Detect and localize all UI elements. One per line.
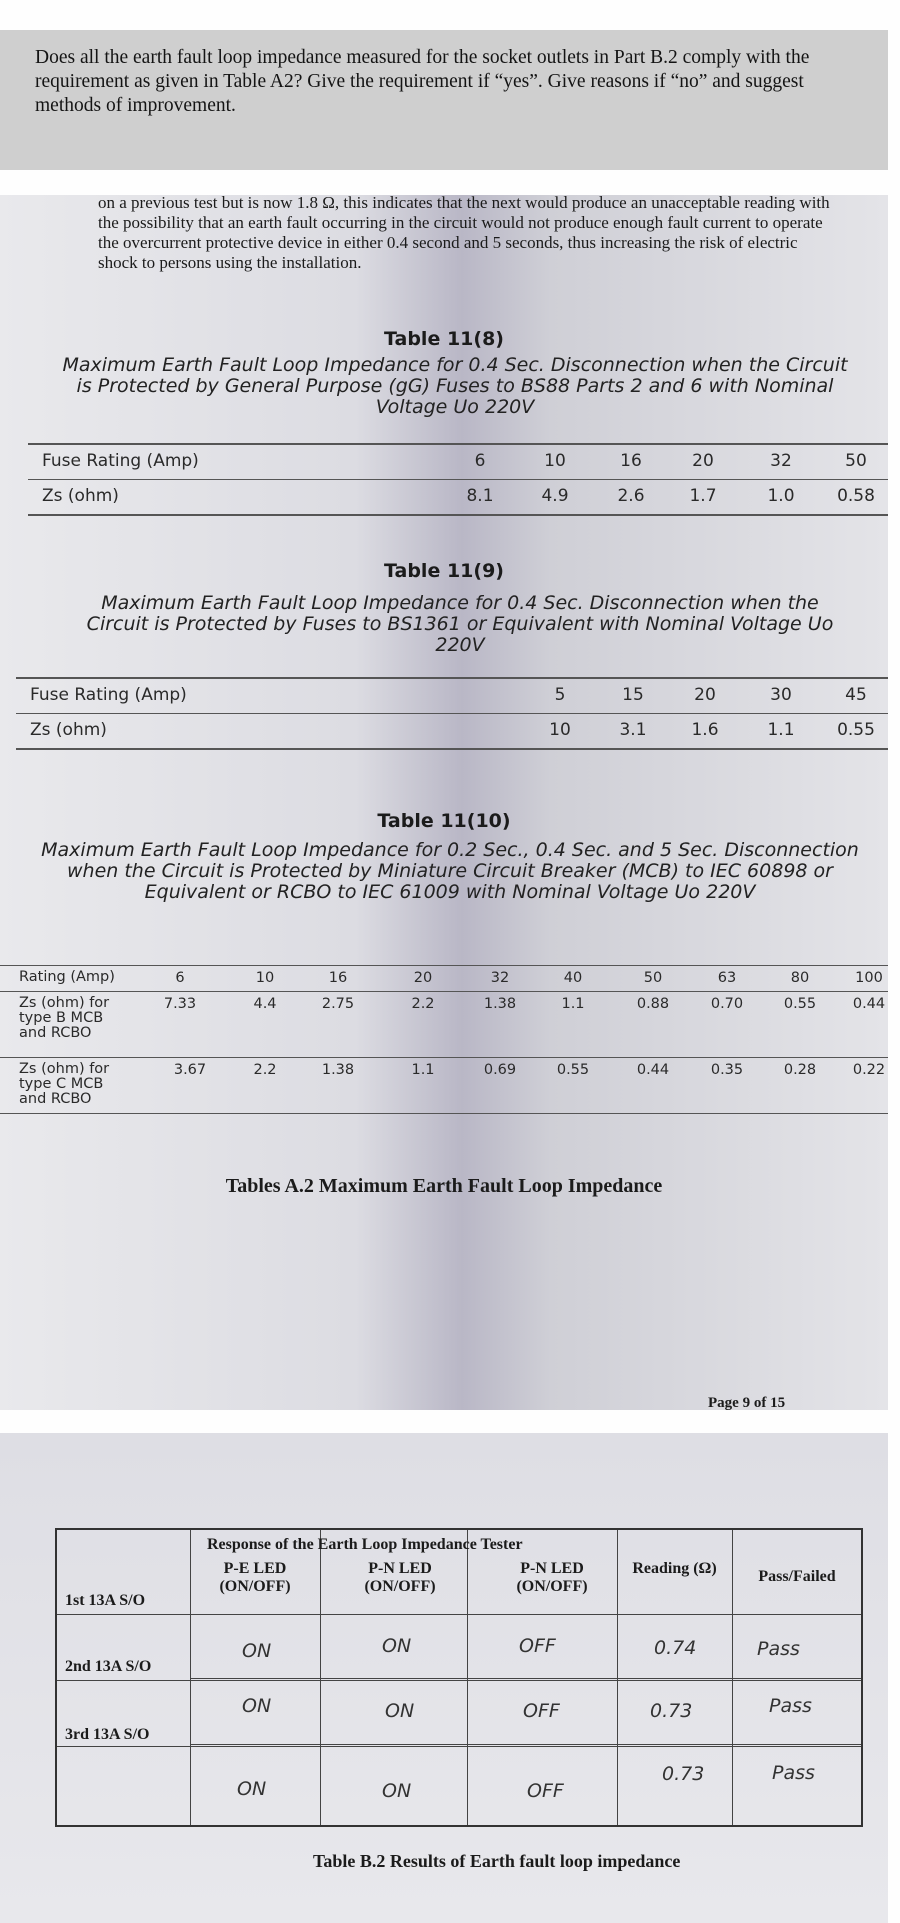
r1-reading: 0.74 [654,1637,697,1659]
r1-pn1: ON [382,1635,412,1657]
table-8-rating: 10 [544,451,566,471]
table-10-rating: 6 [175,970,185,986]
table-10-zs-b: 0.88 [636,996,670,1012]
table-9-row2-label: Zs (ohm) [30,720,107,740]
table-10-rating: 100 [855,970,883,986]
table-9-rating: 20 [694,685,716,705]
r1-pe: ON [242,1640,272,1662]
table-9-rating: 15 [622,685,644,705]
table-10-zs-b: 4.4 [253,996,277,1012]
table-8-zs: 2.6 [617,486,645,506]
table-9-caption: Maximum Earth Fault Loop Impedance for 0.4 Sec. Disconnection when the Circuit is Protected by Fuses to BS1361 or Equivalent with Nominal Voltage Uo 220V [86,592,834,656]
table-8-zs: 0.58 [837,486,875,506]
r3-pe: ON [237,1778,267,1800]
table-10-zs-b: 2.75 [321,996,355,1012]
r1-pn2: OFF [519,1635,556,1657]
table-8-title: Table 11(8) [384,328,504,350]
table-8-caption: Maximum Earth Fault Loop Impedance for 0.4 Sec. Disconnection when the Circuit is Protected by General Purpose (gG) Fuses to BS88 Parts 2 and 6 with Nominal Voltage Uo 220V [62,354,848,418]
table-10-zs-b: 0.70 [710,996,744,1012]
table-8-rating: 50 [845,451,867,471]
intro-paragraph: on a previous test but is now 1.8 Ω, this indicates that the next would produce an unacceptable reading with the possibility that an earth fault occurring in the circuit would not produce enough fault current to operate the overcurrent protective device in either 0.4 second and 5 seconds, thus increasing the risk of electric shock to persons using the installation. [98,193,830,272]
table-10-zs-c: 0.44 [636,1062,670,1078]
table-10-rating: 20 [413,970,433,986]
question-text: Does all the earth fault loop impedance measured for the socket outlets in Part B.2 comply with the requirement as given in Table A2? Give the requirement if “yes”. Give reasons if “no” and suggest methods of improvement. [35,47,810,116]
table-b2-caption: Table B.2 Results of Earth fault loop impedance [313,1851,681,1871]
table-9-rating: 45 [845,685,867,705]
table-10-caption: Maximum Earth Fault Loop Impedance for 0.2 Sec., 0.4 Sec. and 5 Sec. Disconnection when the Circuit is Protected by Miniature Circuit Breaker (MCB) to IEC 60898 or Equivalent or RCBO to IEC 61009 with Nominal Voltage Uo 220V [41,839,859,903]
results-group-header: Response of the Earth Loop Impedance Tester [207,1536,523,1553]
table-10-zs-b: 1.1 [561,996,585,1012]
r3-pn2: OFF [527,1780,564,1802]
table-10-rating: 10 [255,970,275,986]
r3-result: Pass [772,1762,815,1784]
results-table [55,1528,863,1827]
table-10-row2-label: Zs (ohm) for type B MCB and RCBO [19,995,110,1041]
table-10-zs-b: 0.44 [852,996,886,1012]
table-10 [0,965,888,1114]
table-9-zs: 1.1 [767,720,795,740]
page-label: Page 9 of 15 [708,1395,786,1411]
table-10-rating: 63 [717,970,737,986]
col-pn1-header: P-N LED (ON/OFF) [364,1560,436,1595]
r3-pn1: ON [382,1780,412,1802]
table-9-zs: 1.6 [691,720,719,740]
r2-pe: ON [242,1695,272,1717]
table-9-zs: 10 [549,720,571,740]
table-9-zs-row [16,713,888,748]
table-8 [28,443,888,516]
table-10-zs-c: 1.1 [411,1062,435,1078]
table-9-row1-label: Fuse Rating (Amp) [30,685,187,705]
table-9-rating-row [16,679,888,713]
table-10-zs-b: 7.33 [163,996,197,1012]
r3-reading: 0.73 [662,1763,705,1785]
row-label-1: 1st 13A S/O [65,1592,146,1609]
table-8-rating: 6 [474,451,486,471]
r2-pn1: ON [385,1700,415,1722]
table-8-zs: 1.0 [767,486,795,506]
table-10-row3-label: Zs (ohm) for type C MCB and RCBO [19,1061,110,1107]
table-8-rating: 20 [692,451,714,471]
table-10-zs-c: 0.28 [783,1062,817,1078]
question-panel [0,30,888,170]
table-8-rating-row [28,445,888,479]
col-reading-header: Reading (Ω) [632,1560,717,1577]
row-label-3: 3rd 13A S/O [65,1726,150,1743]
table-10-zs-c: 0.55 [556,1062,590,1078]
table-8-row1-label: Fuse Rating (Amp) [42,451,199,471]
table-10-zs-b: 0.55 [783,996,817,1012]
tables-a2-caption: Tables A.2 Maximum Earth Fault Loop Impedance [225,1175,663,1197]
table-8-zs-row [28,479,888,514]
r1-result: Pass [757,1638,800,1660]
table-10-rating-row [0,965,888,991]
table-8-zs: 4.9 [541,486,569,506]
table-8-zs: 8.1 [466,486,494,506]
table-10-row1-label: Rating (Amp) [19,969,115,985]
results-panel [0,1433,888,1923]
table-9-rating: 30 [770,685,792,705]
table-10-rating: 40 [563,970,583,986]
table-9-zs: 0.55 [837,720,875,740]
table-9 [16,677,888,750]
r2-reading: 0.73 [650,1700,693,1722]
table-10-zs-b: 1.38 [483,996,517,1012]
col-pass-header: Pass/Failed [758,1568,836,1585]
table-9-title: Table 11(9) [384,560,504,582]
table-10-typec-row [0,1057,888,1114]
table-10-zs-c: 3.67 [173,1062,207,1078]
table-8-rating: 16 [620,451,642,471]
col-pe-header: P-E LED (ON/OFF) [219,1560,291,1595]
table-10-rating: 50 [643,970,663,986]
row-label-2: 2nd 13A S/O [65,1658,152,1675]
table-8-row2-label: Zs (ohm) [42,486,119,506]
table-10-typeb-row [0,991,888,1057]
table-10-zs-c: 2.2 [253,1062,277,1078]
table-9-rating: 5 [554,685,566,705]
table-8-rating: 32 [770,451,792,471]
table-10-rating: 80 [790,970,810,986]
col-pn2-header: P-N LED (ON/OFF) [516,1560,588,1595]
table-10-zs-b: 2.2 [411,996,435,1012]
table-10-zs-c: 0.22 [852,1062,886,1078]
table-10-title: Table 11(10) [377,810,511,832]
table-10-zs-c: 1.38 [321,1062,355,1078]
table-10-zs-c: 0.35 [710,1062,744,1078]
table-9-zs: 3.1 [619,720,647,740]
table-10-zs-c: 0.69 [483,1062,517,1078]
reference-tables-panel [0,195,888,1410]
table-10-rating: 16 [328,970,348,986]
table-10-rating: 32 [490,970,510,986]
table-8-zs: 1.7 [689,486,717,506]
r2-pn2: OFF [523,1700,560,1722]
r2-result: Pass [769,1695,812,1717]
